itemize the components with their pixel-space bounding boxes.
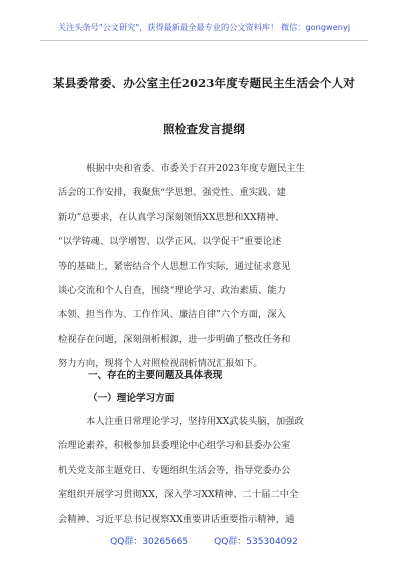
header-banner: 关注头条号"公文研究"，获得最新最全最专业的公文资料库！ 微信：gongwenyj	[57, 22, 351, 32]
paragraph-line: 机关党支部主题党日、专题组织生活会等，指导党委办公	[58, 464, 291, 476]
paragraph-line: 等的基础上，紧密结合个人思想工作实际，通过征求意见	[58, 260, 291, 272]
document-title-line-2: 照检查发言提纲	[163, 122, 245, 136]
paragraph-line: 谈心交流和个人自查，围绕“理论学习、政治素质、能力	[58, 285, 286, 297]
footer-qq-group-2: QQ群：535304092	[214, 537, 298, 547]
footer-qq-group-1: QQ群：30265665	[110, 537, 189, 547]
paragraph-line: 努力方向，现将个人对照检视剖析情况汇报如下。	[58, 358, 263, 370]
paragraph-line: 新功”总要求，在认真学习深刻领悟XX思想和XX精神、	[58, 211, 285, 223]
header-divider	[40, 40, 368, 41]
paragraph-line: 根据中央和省委、市委关于召开2023年度专题民主生	[86, 163, 305, 174]
footer	[0, 534, 408, 547]
paragraph-line: 本人注重日常理论学习，坚持用XX武装头脑，加强政	[86, 416, 304, 427]
document-title-line-1: 某县委常委、办公室主任2023年度专题民主生活会个人对	[53, 76, 355, 90]
section-heading: 一、存在的主要问题及具体表现	[88, 370, 223, 381]
intro-paragraph	[58, 157, 346, 377]
paragraph-line: 治理论素养，积极参加县委理论中心组学习和县委办公室	[58, 440, 291, 452]
paragraph-line: 会精神、习近平总书记视察XX重要讲话重要指示精神，通	[58, 513, 295, 525]
theory-study-paragraph	[58, 410, 346, 532]
paragraph-line: 检视存在问题，深刻剖析根源，进一步明确了整改任务和	[58, 333, 291, 345]
paragraph-line: “以学铸魂、以学增智、以学正风、以学促干”重要论述	[58, 236, 282, 248]
subsection-heading: （一）理论学习方面	[88, 393, 175, 404]
paragraph-line: 室组织开展学习贯彻XX，深入学习XX精神、二十届二中全	[58, 489, 299, 501]
paragraph-line: 本领、担当作为、工作作风、廉洁自律”六个方面，深入	[58, 309, 286, 321]
paragraph-line: 活会的工作安排，我聚焦“学思想、强党性、重实践、建	[58, 187, 286, 199]
